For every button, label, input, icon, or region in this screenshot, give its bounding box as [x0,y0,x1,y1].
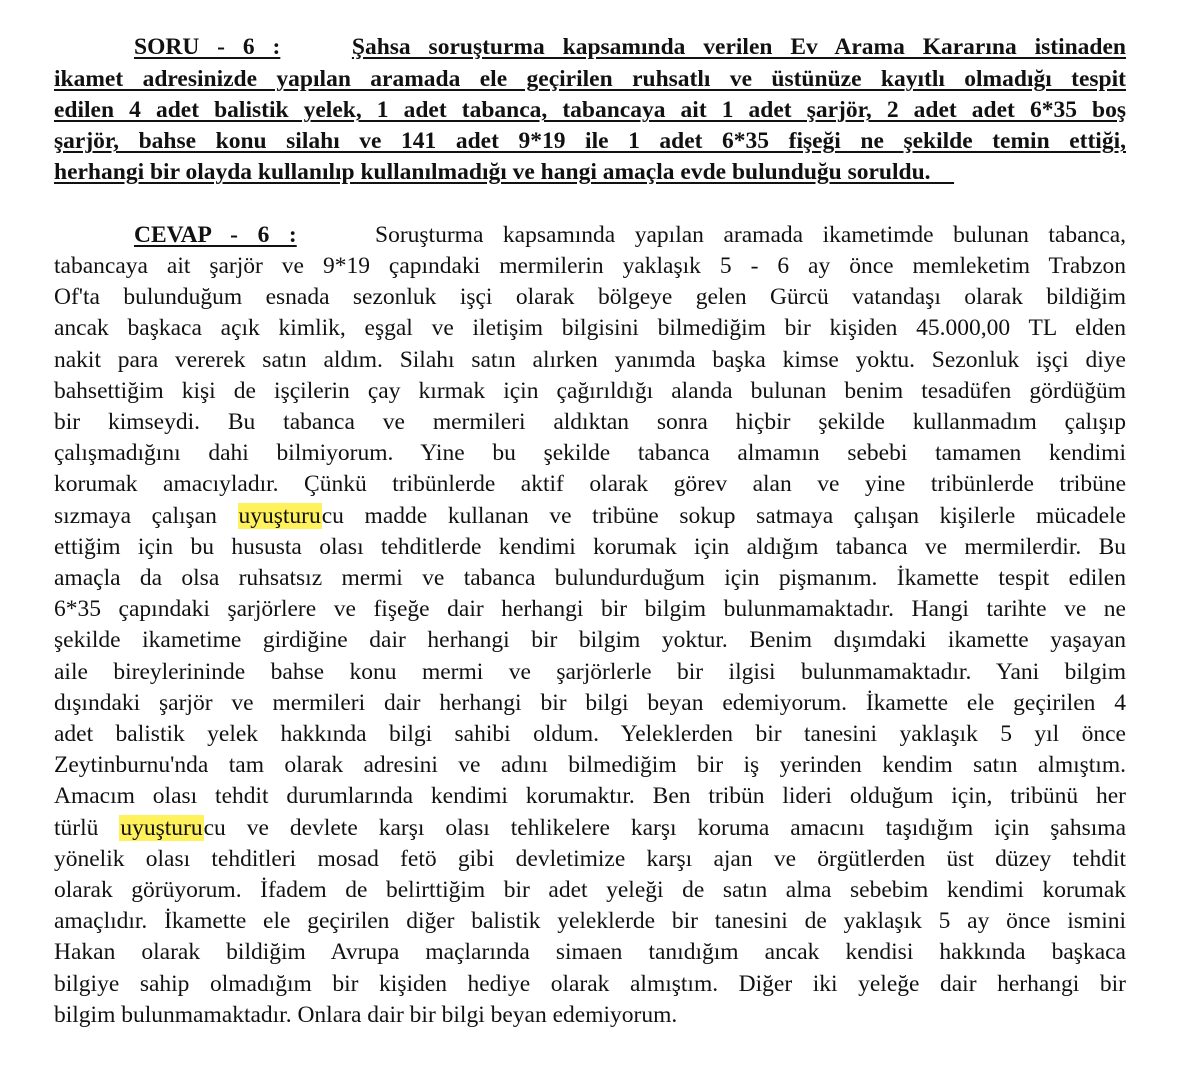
question-line-5-row [54,157,1126,188]
answer-line: yönelik olası tehditleri mosad fetö gibi devletimize karşı ajan ve örgütlerden üst düzey tehdit [54,845,1126,872]
answer-line: tabancaya ait şarjör ve 9*19 çapındaki mermilerin yaklaşık 5 - 6 ay önce memleketim Trabzon [54,253,1126,279]
answer-line: dışındaki şarjör ve mermileri dair herhangi bir bilgi beyan edemiyorum. İkamette ele geçirilen 4 [54,689,1126,716]
answer-line: ettiğim için bu hususta olası tehditlerde kendimi korumak için aldığım tabanca ve mermilerdir. Bu [54,533,1126,560]
answer-line: Of'ta bulunduğum esnada sezonluk işçi olarak bölgeye gelen Gürcü vatandaşı olarak bildiğim [54,284,1126,311]
answer-line: Zeytinburnu'nda tam olarak adresini ve adını bilmediğim bir iş yerinden kendim satın almıştım. [54,752,1126,779]
question-line-1: Şahsa soruşturma kapsamında verilen Ev Arama Kararına istinaden [351,34,1127,60]
answer-line: ancak başkaca açık kimlik, eşgal ve iletişim bilgisini bilmediğim bir kişiden 45.000,00 TL elden [54,315,1126,342]
answer-first-line [134,220,1126,251]
question-line-3-row [54,95,1126,126]
answer-label: CEVAP - 6 : [134,222,297,248]
question-line-4: şarjör, bahse konu silahı ve 141 adet 9*19 ile 1 adet 6*35 fişeği ne şekilde temin ettiği, [54,128,1126,154]
answer-line: bir kimseydi. Bu tabanca ve mermileri aldıktan sonra hiçbir şekilde kullanmadım çalışıp [54,409,1126,435]
answer-line: amaçlıdır. İkamette ele geçirilen diğer balistik yeleklerde bir tanesini de yaklaşık 5 ay önce ismini [54,908,1126,935]
answer-line: korumak amacıyladır. Çünkü tribünlerde aktif olarak görev alan ve yine tribünlerde tribüne [54,471,1126,498]
answer-line: Hakan olarak bildiğim Avrupa maçlarında simaen tanıdığım ancak kendisi hakkında başkaca [54,939,1126,966]
answer-line: amaçla da olsa ruhsatsız mermi ve tabanca bulundurduğum için pişmanım. İkamette tespit edilen [54,565,1126,591]
answer-line: Amacım olası tehdit durumlarında kendimi korumaktır. Ben tribün lideri olduğum için, tribünü her [54,783,1126,810]
highlighted-word: uyuşturu [120,814,203,841]
question-line-4-row [54,126,1126,157]
answer-line: aile bireylerininde bahse konu mermi ve şarjörlerle bir ilgisi bulunmamaktadır. Yani bilgim [54,658,1126,685]
answer-first-text: Soruşturma kapsamında yapılan aramada ikametimde bulunan tabanca, [375,222,1127,248]
answer-line: sızmaya çalışan uyuşturucu madde kullanan ve tribüne sokup satmaya çalışan kişilerle mücadele [54,502,1126,529]
answer-line: bilgim bulunmamaktadır. Onlara dair bir bilgi beyan edemiyorum. [54,1001,678,1028]
answer-line: nakit para vererek satın aldım. Silahı satın alırken yanımda başka kimse yoktu. Sezonluk işçi diye [54,346,1126,373]
question-line-2-row [54,64,1126,95]
question-line-3: edilen 4 adet balistik yelek, 1 adet tabanca, tabancaya ait 1 adet şarjör, 2 adet adet 6*35 boş [54,97,1126,123]
question-first-line [134,32,1126,63]
highlighted-word: uyuşturu [238,502,321,529]
question-label: SORU - 6 : [134,34,281,60]
answer-line: bahsettiğim kişi de işçilerin çay kırmak için çağırıldığı alanda bulunan benim tesadüfen gördüğüm [54,377,1126,404]
answer-line: olarak görüyorum. İfadem de belirttiğim bir adet yeleği de satın alma sebebim kendimi korumak [54,877,1126,903]
answer-line: adet balistik yelek hakkında bilgi sahibi oldum. Yeleklerden bir tanesini yaklaşık 5 yıl önce [54,721,1126,747]
answer-line: türlü uyuşturucu ve devlete karşı olası tehlikelere karşı koruma amacını taşıdığım için şahsıma [54,814,1126,841]
question-line-5: herhangi bir olayda kullanılıp kullanılmadığı ve hangi amaçla evde bulunduğu soruldu. [54,159,931,185]
answer-line: şekilde ikametime girdiğine dair herhangi bir bilgim yoktur. Benim dışımdaki ikamette yaşayan [54,627,1126,654]
answer-line: 6*35 çapındaki şarjörlere ve fişeğe dair herhangi bir bilgim bulunmamaktadır. Hangi tarihte ve ne [54,596,1126,623]
question-line-2: ikamet adresinizde yapılan aramada ele geçirilen ruhsatlı ve üstünüze kayıtlı olmadığı tespit [54,66,1126,92]
answer-line: bilgiye sahip olmadığım bir kişiden hediye olarak almıştım. Diğer iki yeleğe dair herhangi bir [54,970,1126,997]
answer-line: çalışmadığını dahi bilmiyorum. Yine bu şekilde tabanca almamın sebebi tamamen kendimi [54,440,1126,467]
